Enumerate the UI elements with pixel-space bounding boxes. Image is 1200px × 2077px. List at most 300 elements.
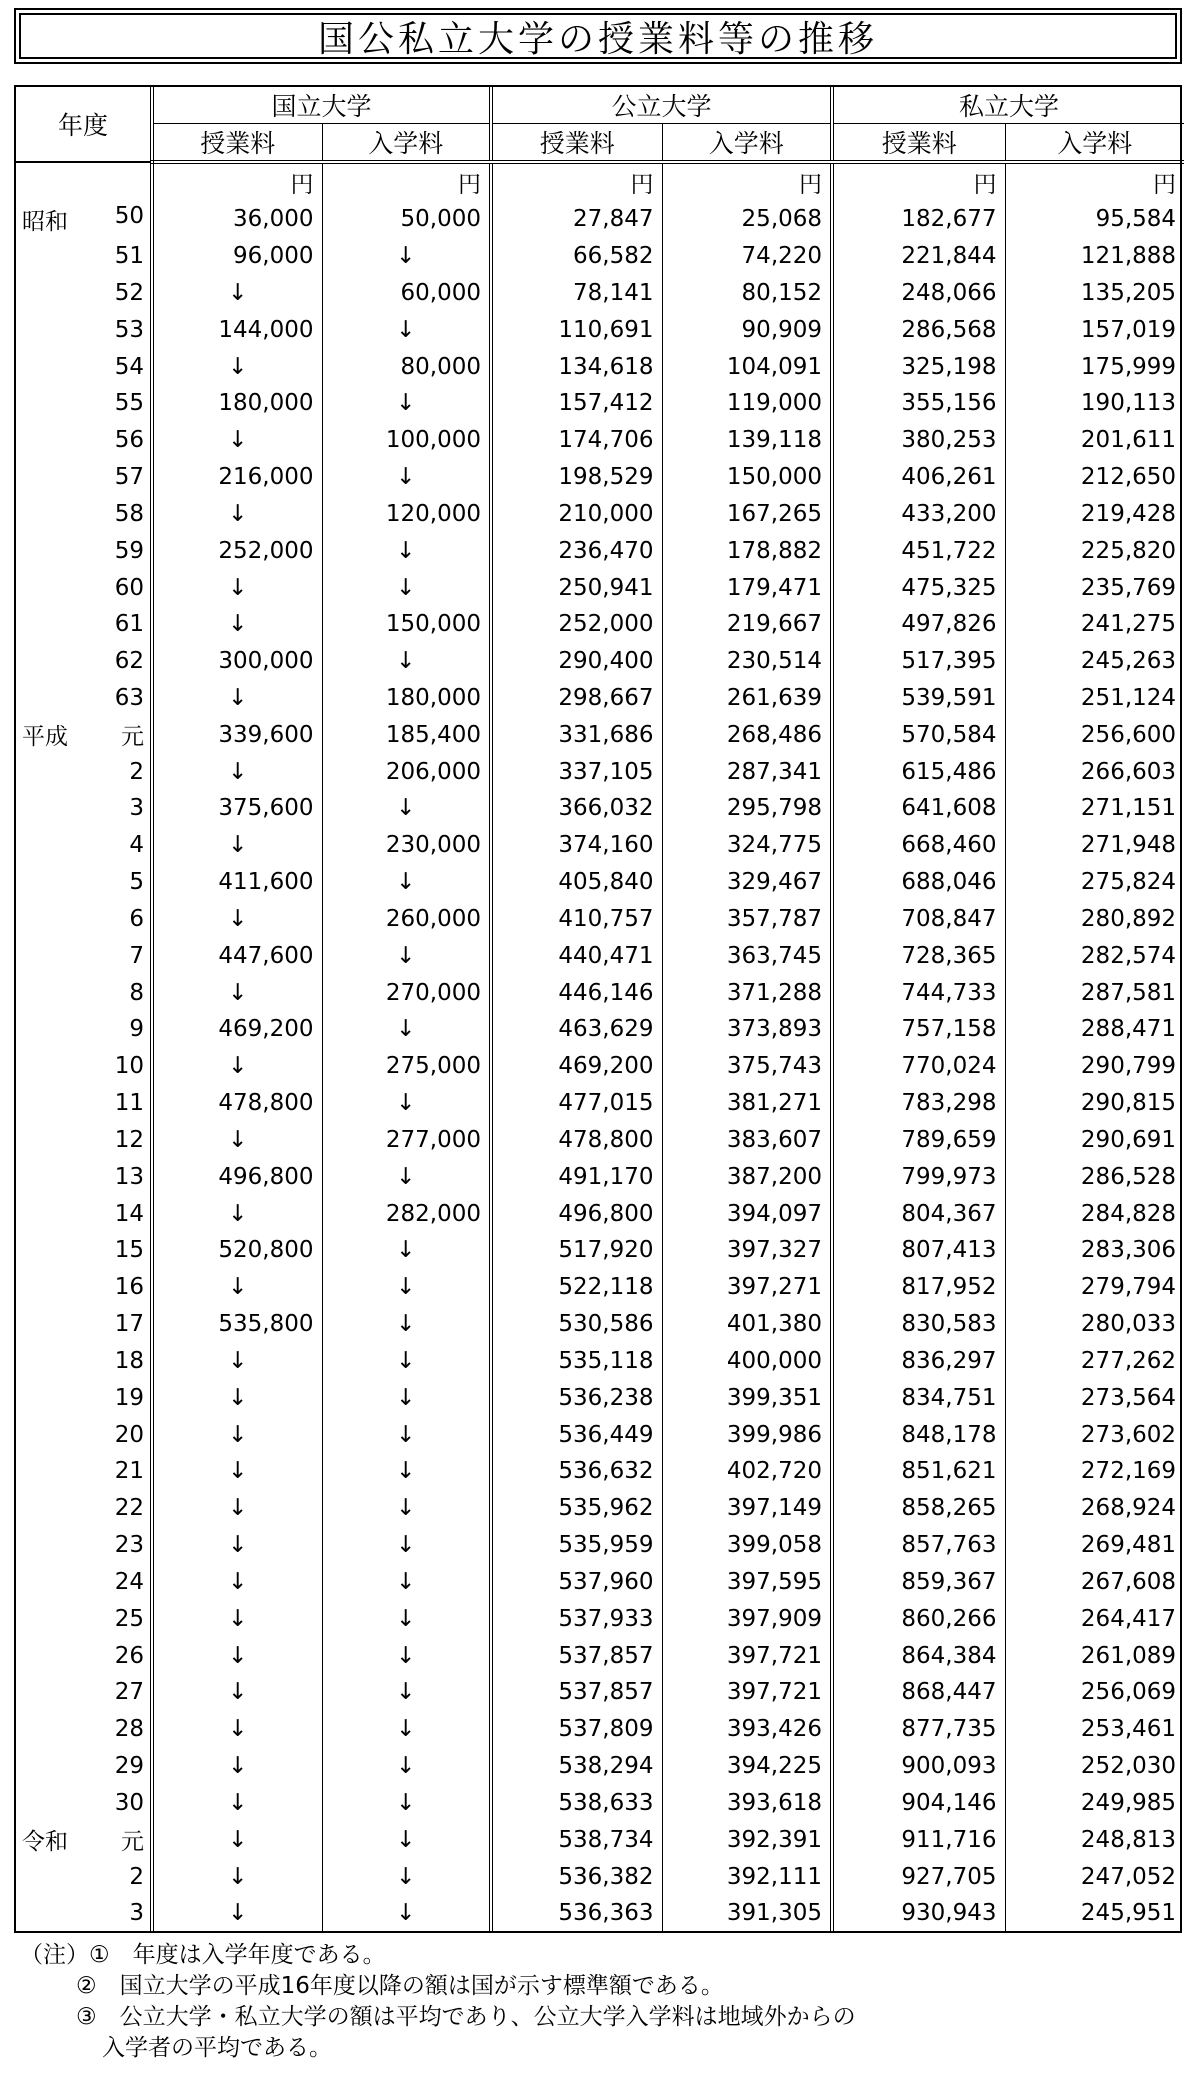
- private-tuition-cell: 864,384: [832, 1637, 1005, 1674]
- national-tuition-cell: 375,600: [152, 790, 322, 827]
- private-admission-cell: 267,608: [1005, 1563, 1184, 1600]
- private-tuition-cell: 380,253: [832, 422, 1005, 459]
- table-row: [16, 1748, 1184, 1785]
- table-row: [16, 680, 1184, 717]
- year-cell: [16, 1158, 152, 1195]
- year-cell: [16, 1416, 152, 1453]
- year-cell: [16, 1600, 152, 1637]
- year-number: 51: [114, 243, 144, 270]
- private-admission-cell: 272,169: [1005, 1453, 1184, 1490]
- public-admission-cell: 392,391: [662, 1821, 832, 1858]
- table-row: [16, 1490, 1184, 1527]
- national-univ-header: 国立大学: [152, 87, 491, 124]
- private-tuition-cell: 668,460: [832, 827, 1005, 864]
- year-number: 60: [114, 574, 144, 601]
- year-number: 11: [114, 1090, 144, 1117]
- year-number: 3: [129, 1900, 144, 1927]
- private-tuition-cell: 804,367: [832, 1195, 1005, 1232]
- public-admission-header: 入学料: [662, 124, 832, 163]
- national-tuition-cell: ↓: [152, 1711, 322, 1748]
- national-tuition-cell: 144,000: [152, 311, 322, 348]
- year-cell: [16, 1895, 152, 1932]
- table-row: [16, 716, 1184, 753]
- year-number: 29: [114, 1753, 144, 1780]
- table-row: [16, 348, 1184, 385]
- national-admission-cell: ↓: [322, 937, 491, 974]
- public-tuition-cell: 78,141: [491, 274, 662, 311]
- table-row: [16, 1306, 1184, 1343]
- public-tuition-cell: 298,667: [491, 680, 662, 717]
- national-tuition-cell: ↓: [152, 422, 322, 459]
- national-tuition-cell: 469,200: [152, 1011, 322, 1048]
- public-tuition-cell: 198,529: [491, 459, 662, 496]
- private-tuition-cell: 708,847: [832, 901, 1005, 938]
- year-cell: [16, 569, 152, 606]
- note-3: ③ 公立大学・私立大学の額は平均であり、公立大学入学料は地域外からの: [76, 2004, 856, 2030]
- year-cell: [16, 606, 152, 643]
- private-admission-cell: 201,611: [1005, 422, 1184, 459]
- title-frame: [14, 8, 1182, 64]
- private-admission-cell: 135,205: [1005, 274, 1184, 311]
- year-cell: [16, 1784, 152, 1821]
- header-row-groups: [16, 87, 1184, 124]
- public-tuition-cell: 536,238: [491, 1379, 662, 1416]
- era-label: 平成: [22, 724, 68, 751]
- public-admission-cell: 373,893: [662, 1011, 832, 1048]
- public-admission-cell: 179,471: [662, 569, 832, 606]
- year-cell: [16, 1453, 152, 1490]
- year-cell: [16, 1011, 152, 1048]
- national-admission-cell: ↓: [322, 1232, 491, 1269]
- public-admission-cell: 392,111: [662, 1858, 832, 1895]
- public-admission-cell: 219,667: [662, 606, 832, 643]
- unit-cell: 円: [491, 162, 662, 201]
- table-row: [16, 790, 1184, 827]
- national-tuition-header: 授業料: [152, 124, 322, 163]
- national-tuition-cell: 300,000: [152, 643, 322, 680]
- year-cell: [16, 1343, 152, 1380]
- private-admission-cell: 241,275: [1005, 606, 1184, 643]
- public-admission-cell: 394,225: [662, 1748, 832, 1785]
- table-row: [16, 1453, 1184, 1490]
- public-tuition-cell: 496,800: [491, 1195, 662, 1232]
- private-tuition-header: 授業料: [832, 124, 1005, 163]
- public-tuition-cell: 530,586: [491, 1306, 662, 1343]
- national-admission-cell: ↓: [322, 532, 491, 569]
- public-tuition-header: 授業料: [491, 124, 662, 163]
- public-admission-cell: 397,271: [662, 1269, 832, 1306]
- year-number: 元: [121, 1829, 144, 1856]
- national-tuition-cell: ↓: [152, 1122, 322, 1159]
- private-admission-cell: 252,030: [1005, 1748, 1184, 1785]
- year-cell: [16, 238, 152, 275]
- public-tuition-cell: 410,757: [491, 901, 662, 938]
- public-admission-cell: 399,058: [662, 1527, 832, 1564]
- table-body: [16, 162, 1184, 1932]
- public-tuition-cell: 536,449: [491, 1416, 662, 1453]
- private-admission-cell: 286,528: [1005, 1158, 1184, 1195]
- public-tuition-cell: 522,118: [491, 1269, 662, 1306]
- year-cell: [16, 974, 152, 1011]
- year-cell: [16, 1195, 152, 1232]
- private-tuition-cell: 451,722: [832, 532, 1005, 569]
- national-tuition-cell: ↓: [152, 1490, 322, 1527]
- national-admission-cell: ↓: [322, 1895, 491, 1932]
- year-number: 59: [114, 537, 144, 564]
- public-admission-cell: 357,787: [662, 901, 832, 938]
- year-cell: [16, 1711, 152, 1748]
- private-tuition-cell: 799,973: [832, 1158, 1005, 1195]
- private-tuition-cell: 911,716: [832, 1821, 1005, 1858]
- private-admission-cell: 275,824: [1005, 864, 1184, 901]
- year-number: 6: [129, 905, 144, 932]
- note-1: （注）① 年度は入学年度である。: [20, 1942, 386, 1968]
- private-admission-cell: 268,924: [1005, 1490, 1184, 1527]
- year-cell: [16, 495, 152, 532]
- national-tuition-cell: ↓: [152, 827, 322, 864]
- table-row: [16, 1269, 1184, 1306]
- year-cell: [16, 753, 152, 790]
- unit-cell: 円: [662, 162, 832, 201]
- year-cell: [16, 864, 152, 901]
- private-tuition-cell: 757,158: [832, 1011, 1005, 1048]
- private-admission-cell: 95,584: [1005, 201, 1184, 238]
- national-admission-cell: ↓: [322, 1821, 491, 1858]
- national-admission-cell: ↓: [322, 1379, 491, 1416]
- year-cell: [16, 1527, 152, 1564]
- year-number: 61: [114, 611, 144, 638]
- public-admission-cell: 25,068: [662, 201, 832, 238]
- private-admission-cell: 245,263: [1005, 643, 1184, 680]
- table-row: [16, 1011, 1184, 1048]
- year-cell: [16, 790, 152, 827]
- national-admission-cell: 120,000: [322, 495, 491, 532]
- private-tuition-cell: 851,621: [832, 1453, 1005, 1490]
- year-cell: [16, 827, 152, 864]
- national-tuition-cell: ↓: [152, 606, 322, 643]
- national-admission-cell: ↓: [322, 1637, 491, 1674]
- year-number: 20: [114, 1421, 144, 1448]
- public-tuition-cell: 538,294: [491, 1748, 662, 1785]
- table-row: [16, 569, 1184, 606]
- table-row: [16, 643, 1184, 680]
- public-tuition-cell: 440,471: [491, 937, 662, 974]
- year-cell: [16, 1821, 152, 1858]
- public-tuition-cell: 405,840: [491, 864, 662, 901]
- national-tuition-cell: ↓: [152, 1343, 322, 1380]
- national-tuition-cell: ↓: [152, 753, 322, 790]
- public-tuition-cell: 537,857: [491, 1674, 662, 1711]
- private-tuition-cell: 848,178: [832, 1416, 1005, 1453]
- private-tuition-cell: 834,751: [832, 1379, 1005, 1416]
- national-admission-cell: 180,000: [322, 680, 491, 717]
- table-row: [16, 422, 1184, 459]
- national-tuition-cell: 216,000: [152, 459, 322, 496]
- national-tuition-cell: 520,800: [152, 1232, 322, 1269]
- private-admission-cell: 273,602: [1005, 1416, 1184, 1453]
- public-admission-cell: 399,351: [662, 1379, 832, 1416]
- table-row: [16, 1416, 1184, 1453]
- private-admission-cell: 121,888: [1005, 238, 1184, 275]
- public-tuition-cell: 537,960: [491, 1563, 662, 1600]
- public-admission-cell: 80,152: [662, 274, 832, 311]
- public-admission-cell: 397,909: [662, 1600, 832, 1637]
- private-tuition-cell: 517,395: [832, 643, 1005, 680]
- table-row: [16, 1085, 1184, 1122]
- table-row: [16, 1637, 1184, 1674]
- private-admission-cell: 253,461: [1005, 1711, 1184, 1748]
- public-tuition-cell: 134,618: [491, 348, 662, 385]
- table-row: [16, 1674, 1184, 1711]
- public-admission-cell: 381,271: [662, 1085, 832, 1122]
- national-admission-cell: ↓: [322, 1269, 491, 1306]
- public-admission-cell: 400,000: [662, 1343, 832, 1380]
- public-admission-cell: 119,000: [662, 385, 832, 422]
- public-admission-cell: 383,607: [662, 1122, 832, 1159]
- private-admission-cell: 264,417: [1005, 1600, 1184, 1637]
- private-admission-cell: 266,603: [1005, 753, 1184, 790]
- table-row: [16, 385, 1184, 422]
- year-cell: [16, 1858, 152, 1895]
- public-tuition-cell: 537,857: [491, 1637, 662, 1674]
- year-number: 17: [114, 1311, 144, 1338]
- note-2: ② 国立大学の平成16年度以降の額は国が示す標準額である。: [76, 1973, 724, 1999]
- year-number: 56: [114, 427, 144, 454]
- private-admission-cell: 235,769: [1005, 569, 1184, 606]
- public-admission-cell: 397,595: [662, 1563, 832, 1600]
- table-row: [16, 201, 1184, 238]
- private-tuition-cell: 858,265: [832, 1490, 1005, 1527]
- national-tuition-cell: 252,000: [152, 532, 322, 569]
- year-cell: [16, 937, 152, 974]
- national-admission-cell: 150,000: [322, 606, 491, 643]
- public-admission-cell: 402,720: [662, 1453, 832, 1490]
- national-tuition-cell: ↓: [152, 495, 322, 532]
- private-admission-cell: 219,428: [1005, 495, 1184, 532]
- year-cell: [16, 385, 152, 422]
- national-tuition-cell: ↓: [152, 1821, 322, 1858]
- private-admission-cell: 212,650: [1005, 459, 1184, 496]
- year-cell: [16, 201, 152, 238]
- public-tuition-cell: 469,200: [491, 1048, 662, 1085]
- private-admission-cell: 190,113: [1005, 385, 1184, 422]
- public-admission-cell: 387,200: [662, 1158, 832, 1195]
- table-row: [16, 1122, 1184, 1159]
- table-row: [16, 1895, 1184, 1932]
- year-cell: [16, 459, 152, 496]
- public-tuition-cell: 535,962: [491, 1490, 662, 1527]
- national-admission-cell: ↓: [322, 459, 491, 496]
- national-admission-cell: ↓: [322, 1711, 491, 1748]
- public-tuition-cell: 331,686: [491, 716, 662, 753]
- unit-row: [16, 162, 1184, 201]
- public-tuition-cell: 536,632: [491, 1453, 662, 1490]
- public-admission-cell: 363,745: [662, 937, 832, 974]
- public-admission-cell: 74,220: [662, 238, 832, 275]
- private-tuition-cell: 857,763: [832, 1527, 1005, 1564]
- year-cell: [16, 1674, 152, 1711]
- national-tuition-cell: ↓: [152, 1527, 322, 1564]
- public-admission-cell: 178,882: [662, 532, 832, 569]
- unit-cell: 円: [152, 162, 322, 201]
- national-tuition-cell: 447,600: [152, 937, 322, 974]
- year-number: 52: [114, 279, 144, 306]
- year-number: 23: [114, 1532, 144, 1559]
- private-tuition-cell: 325,198: [832, 348, 1005, 385]
- national-admission-cell: 230,000: [322, 827, 491, 864]
- private-admission-cell: 271,948: [1005, 827, 1184, 864]
- national-tuition-cell: ↓: [152, 1563, 322, 1600]
- private-admission-cell: 290,691: [1005, 1122, 1184, 1159]
- national-admission-cell: ↓: [322, 1490, 491, 1527]
- public-univ-header: 公立大学: [491, 87, 832, 124]
- national-admission-cell: ↓: [322, 1453, 491, 1490]
- national-tuition-cell: 180,000: [152, 385, 322, 422]
- table-row: [16, 1379, 1184, 1416]
- private-tuition-cell: 770,024: [832, 1048, 1005, 1085]
- private-admission-cell: 175,999: [1005, 348, 1184, 385]
- private-admission-cell: 248,813: [1005, 1821, 1184, 1858]
- national-admission-cell: ↓: [322, 1158, 491, 1195]
- year-number: 24: [114, 1568, 144, 1595]
- year-number: 57: [114, 464, 144, 491]
- table-row: [16, 1158, 1184, 1195]
- private-admission-cell: 251,124: [1005, 680, 1184, 717]
- year-number: 21: [114, 1458, 144, 1485]
- national-admission-cell: ↓: [322, 1674, 491, 1711]
- private-admission-cell: 261,089: [1005, 1637, 1184, 1674]
- year-number: 16: [114, 1274, 144, 1301]
- year-number: 15: [114, 1237, 144, 1264]
- unit-year-cell: [16, 162, 152, 201]
- public-tuition-cell: 337,105: [491, 753, 662, 790]
- private-tuition-cell: 248,066: [832, 274, 1005, 311]
- national-tuition-cell: 339,600: [152, 716, 322, 753]
- public-tuition-cell: 374,160: [491, 827, 662, 864]
- year-number: 元: [121, 724, 144, 751]
- era-label: 令和: [22, 1829, 68, 1856]
- year-number: 19: [114, 1384, 144, 1411]
- national-tuition-cell: ↓: [152, 1674, 322, 1711]
- national-admission-cell: ↓: [322, 1748, 491, 1785]
- private-tuition-cell: 860,266: [832, 1600, 1005, 1637]
- national-admission-cell: 277,000: [322, 1122, 491, 1159]
- national-tuition-cell: ↓: [152, 1048, 322, 1085]
- year-cell: [16, 422, 152, 459]
- table-row: [16, 459, 1184, 496]
- year-number: 13: [114, 1163, 144, 1190]
- year-cell: [16, 348, 152, 385]
- private-admission-cell: 290,799: [1005, 1048, 1184, 1085]
- national-admission-cell: ↓: [322, 311, 491, 348]
- year-number: 26: [114, 1642, 144, 1669]
- year-cell: [16, 1637, 152, 1674]
- year-number: 50: [114, 202, 144, 229]
- year-cell: [16, 1232, 152, 1269]
- private-tuition-cell: 930,943: [832, 1895, 1005, 1932]
- table-row: [16, 901, 1184, 938]
- public-tuition-cell: 477,015: [491, 1085, 662, 1122]
- national-tuition-cell: ↓: [152, 1748, 322, 1785]
- national-tuition-cell: ↓: [152, 1416, 322, 1453]
- year-number: 2: [129, 1863, 144, 1890]
- private-tuition-cell: 433,200: [832, 495, 1005, 532]
- public-admission-cell: 393,426: [662, 1711, 832, 1748]
- private-tuition-cell: 900,093: [832, 1748, 1005, 1785]
- public-admission-cell: 394,097: [662, 1195, 832, 1232]
- public-admission-cell: 104,091: [662, 348, 832, 385]
- private-tuition-cell: 783,298: [832, 1085, 1005, 1122]
- year-number: 18: [114, 1347, 144, 1374]
- public-tuition-cell: 252,000: [491, 606, 662, 643]
- year-number: 10: [114, 1053, 144, 1080]
- public-tuition-cell: 366,032: [491, 790, 662, 827]
- private-admission-cell: 225,820: [1005, 532, 1184, 569]
- year-cell: [16, 1490, 152, 1527]
- public-tuition-cell: 536,382: [491, 1858, 662, 1895]
- table-row: [16, 1232, 1184, 1269]
- national-admission-cell: ↓: [322, 790, 491, 827]
- private-tuition-cell: 641,608: [832, 790, 1005, 827]
- national-tuition-cell: ↓: [152, 680, 322, 717]
- year-number: 58: [114, 500, 144, 527]
- private-admission-cell: 249,985: [1005, 1784, 1184, 1821]
- year-number: 53: [114, 316, 144, 343]
- year-number: 55: [114, 390, 144, 417]
- year-cell: [16, 1122, 152, 1159]
- table-row: [16, 1600, 1184, 1637]
- table-row: [16, 311, 1184, 348]
- national-admission-cell: 60,000: [322, 274, 491, 311]
- private-tuition-cell: 286,568: [832, 311, 1005, 348]
- year-cell: [16, 716, 152, 753]
- private-tuition-cell: 688,046: [832, 864, 1005, 901]
- year-number: 5: [129, 869, 144, 896]
- private-admission-cell: 269,481: [1005, 1527, 1184, 1564]
- private-tuition-cell: 868,447: [832, 1674, 1005, 1711]
- national-tuition-cell: ↓: [152, 1379, 322, 1416]
- private-tuition-cell: 475,325: [832, 569, 1005, 606]
- private-tuition-cell: 497,826: [832, 606, 1005, 643]
- public-tuition-cell: 537,809: [491, 1711, 662, 1748]
- national-tuition-cell: ↓: [152, 274, 322, 311]
- public-tuition-cell: 110,691: [491, 311, 662, 348]
- year-number: 9: [129, 1016, 144, 1043]
- public-admission-cell: 397,721: [662, 1637, 832, 1674]
- year-number: 63: [114, 685, 144, 711]
- national-tuition-cell: ↓: [152, 1269, 322, 1306]
- private-admission-header: 入学料: [1005, 124, 1184, 163]
- year-cell: [16, 1379, 152, 1416]
- national-tuition-cell: ↓: [152, 569, 322, 606]
- year-cell: [16, 643, 152, 680]
- national-admission-header: 入学料: [322, 124, 491, 163]
- public-admission-cell: 230,514: [662, 643, 832, 680]
- private-tuition-cell: 877,735: [832, 1711, 1005, 1748]
- national-admission-cell: ↓: [322, 1085, 491, 1122]
- private-tuition-cell: 182,677: [832, 201, 1005, 238]
- year-number: 3: [129, 795, 144, 822]
- private-tuition-cell: 570,584: [832, 716, 1005, 753]
- year-cell: [16, 1085, 152, 1122]
- public-tuition-cell: 27,847: [491, 201, 662, 238]
- private-tuition-cell: 859,367: [832, 1563, 1005, 1600]
- private-admission-cell: 247,052: [1005, 1858, 1184, 1895]
- national-admission-cell: ↓: [322, 1011, 491, 1048]
- national-tuition-cell: ↓: [152, 1784, 322, 1821]
- public-admission-cell: 150,000: [662, 459, 832, 496]
- national-tuition-cell: ↓: [152, 1858, 322, 1895]
